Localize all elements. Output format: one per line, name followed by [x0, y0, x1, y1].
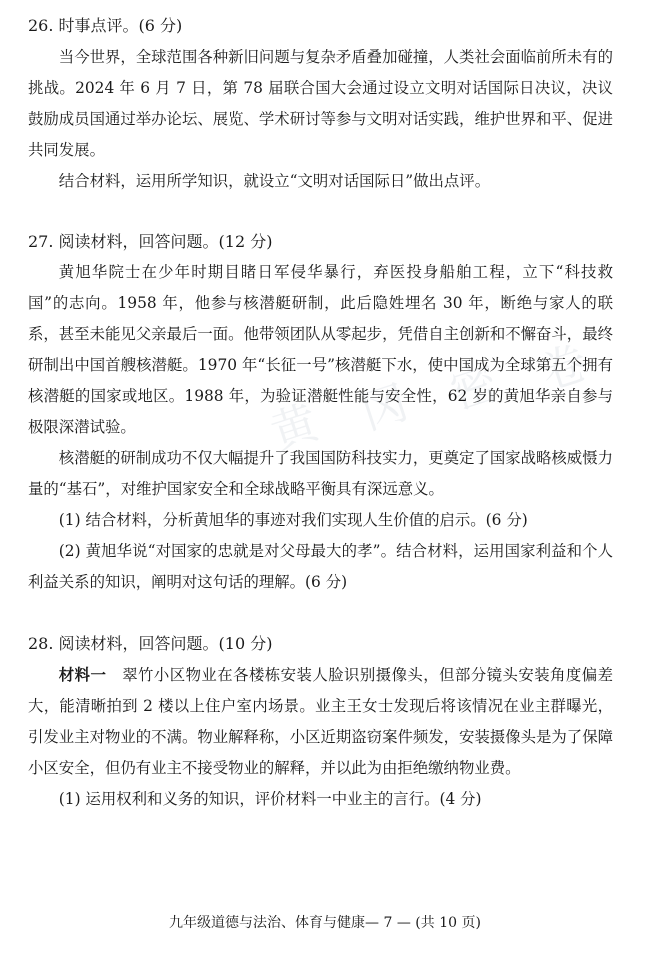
question-27-sub-1: (1) 结合材料，分析黄旭华的事迹对我们实现人生价值的启示。(6 分) — [58, 511, 528, 529]
question-27-paragraph-1: 黄旭华院士在少年时期目睹日军侵华暴行，弃医投身船舶工程，立下“科技救国”的志向。1958 年，他参与核潜艇研制，此后隐姓埋名 30 年，断绝与家人的联系，甚至未能见父亲最后一面。他带领团队从零起步，凭借自主创新和不懈奋斗，最终研制出中国首艘核潜艇。1970 年“长征一号”核潜艇下水，使中国成为全球第五个拥有核潜艇的国家或地区。1988 年，为验证潜艇性能与安全性，62 岁的黄旭华亲自参与极限深潜试验。 — [28, 263, 613, 436]
question-26-title: 26. 时事点评。(6 分) — [28, 16, 183, 35]
question-28-sub-1: (1) 运用权利和义务的知识，评价材料一中业主的言行。(4 分) — [58, 790, 482, 808]
watermark: 黄 冈 密 卷 — [263, 331, 604, 461]
question-26-paragraph-1: 当今世界，全球范围各种新旧问题与复杂矛盾叠加碰撞，人类社会面临前所未有的挑战。2024 年 6 月 7 日，第 78 届联合国大会通过设立文明对话国际日决议，决议鼓励成员国通过举办论坛、展览、学术研讨等参与文明对话实践，维护世界和平、促进共同发展。 — [28, 48, 613, 159]
question-28-title: 28. 阅读材料，回答问题。(10 分) — [28, 634, 273, 653]
question-26-body — [28, 42, 613, 197]
question-27-title: 27. 阅读材料，回答问题。(12 分) — [28, 232, 273, 251]
question-27-body — [28, 257, 613, 598]
material-1-text: 翠竹小区物业在各楼栋安装人脸识别摄像头，但部分镜头安装角度偏差大，能清晰拍到 2 楼以上住户室内场景。业主王女士发现后将该情况在业主群曝光，引发业主对物业的不满。物业解释称，小区近期盗窃案件频发，安装摄像头是为了保障小区安全，但仍有业主不接受物业的解释，并以此为由拒绝缴纳物业费。 — [28, 666, 613, 777]
page-footer: 九年级道德与法治、体育与健康— 7 — (共 10 页) — [169, 915, 481, 931]
question-26-prompt: 结合材料，运用所学知识，就设立“文明对话国际日”做出点评。 — [58, 172, 491, 190]
question-27-paragraph-2: 核潜艇的研制成功不仅大幅提升了我国国防科技实力，更奠定了国家战略核威慑力量的“基石”，对维护国家安全和全球战略平衡具有深远意义。 — [28, 449, 613, 498]
question-27-sub-2: (2) 黄旭华说“对国家的忠就是对父母最大的孝”。结合材料，运用国家利益和个人利益关系的知识，阐明对这句话的理解。(6 分) — [28, 542, 613, 591]
question-28-material-1 — [28, 660, 613, 784]
question-28-body — [28, 660, 613, 815]
material-1-label: 材料一 — [58, 666, 107, 684]
